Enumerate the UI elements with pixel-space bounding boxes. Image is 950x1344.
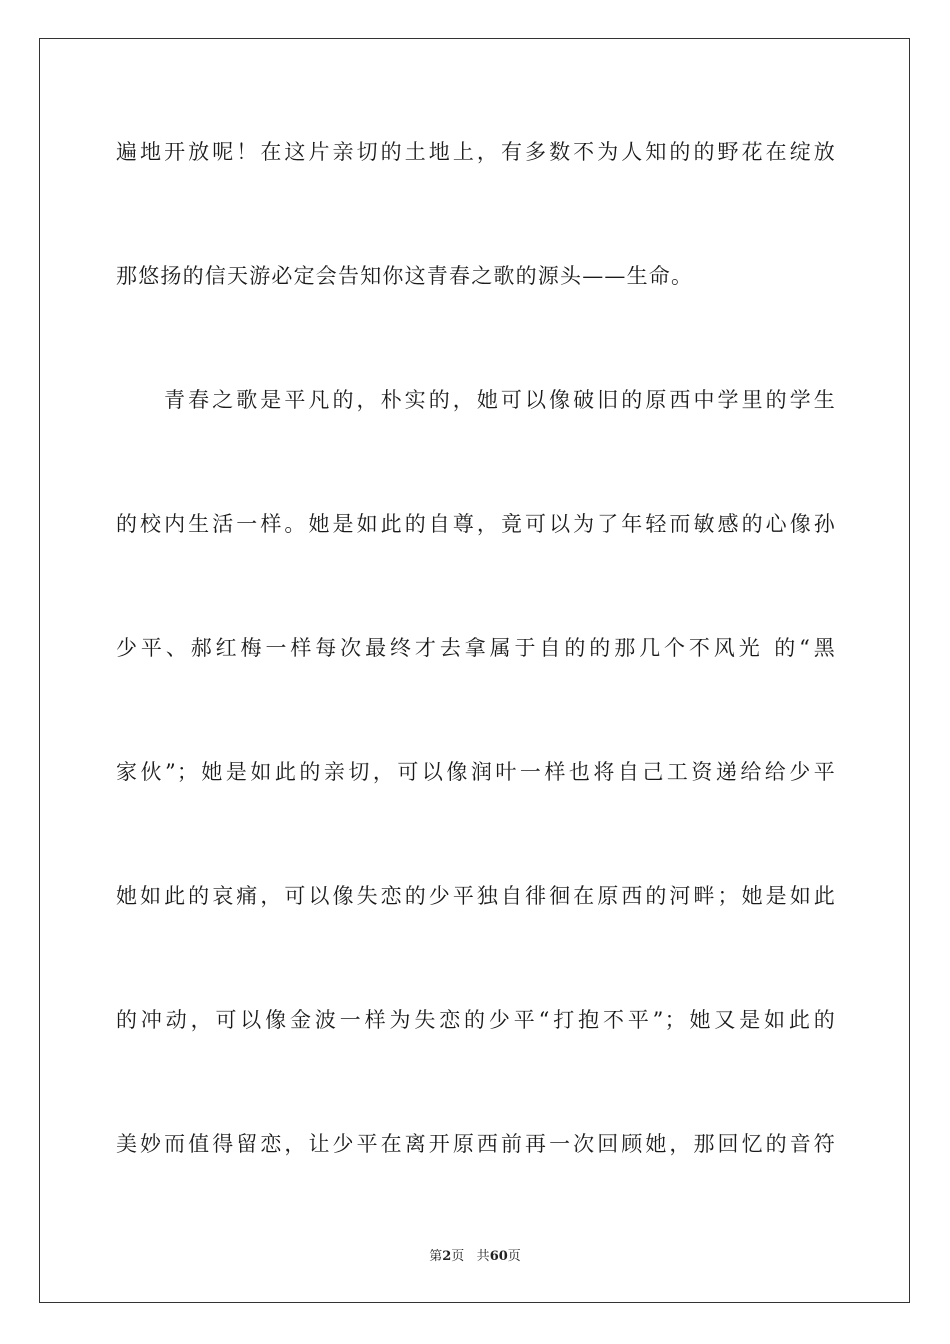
footer-total-prefix: 共 (476, 1249, 490, 1264)
footer-page-number: 2 (442, 1249, 452, 1264)
text-line-2: 那悠扬的信天游必定会告知你这青春之歌的源头——生命。 (116, 264, 694, 288)
text-line-9: 美妙而值得留恋，让少平在离开原西前再一次回顾她，那回忆的音符 (116, 1132, 836, 1156)
page-border (39, 38, 910, 1303)
footer-page-prefix: 第 (429, 1249, 443, 1264)
text-line-6: 家伙”；她是如此的亲切，可以像润叶一样也将自己工资递给给少平 (116, 760, 836, 784)
footer-total-number: 60 (489, 1249, 508, 1264)
page-footer (0, 1248, 950, 1266)
footer-page-suffix: 页 (451, 1249, 465, 1264)
text-line-3: 青春之歌是平凡的，朴实的，她可以像破旧的原西中学里的学生 (164, 388, 836, 412)
text-line-8: 的冲动，可以像金波一样为失恋的少平“打抱不平”；她又是如此的 (116, 1008, 836, 1032)
footer-total-suffix: 页 (507, 1249, 521, 1264)
text-line-4: 的校内生活一样。她是如此的自尊，竟可以为了年轻而敏感的心像孙 (116, 512, 836, 536)
text-line-5: 少平、郝红梅一样每次最终才去拿属于自的的那几个不风光 的“黑 (116, 636, 836, 660)
text-line-1: 遍地开放呢！在这片亲切的土地上，有多数不为人知的的野花在绽放 (116, 140, 836, 164)
text-line-7: 她如此的哀痛，可以像失恋的少平独自徘徊在原西的河畔；她是如此 (116, 884, 836, 908)
